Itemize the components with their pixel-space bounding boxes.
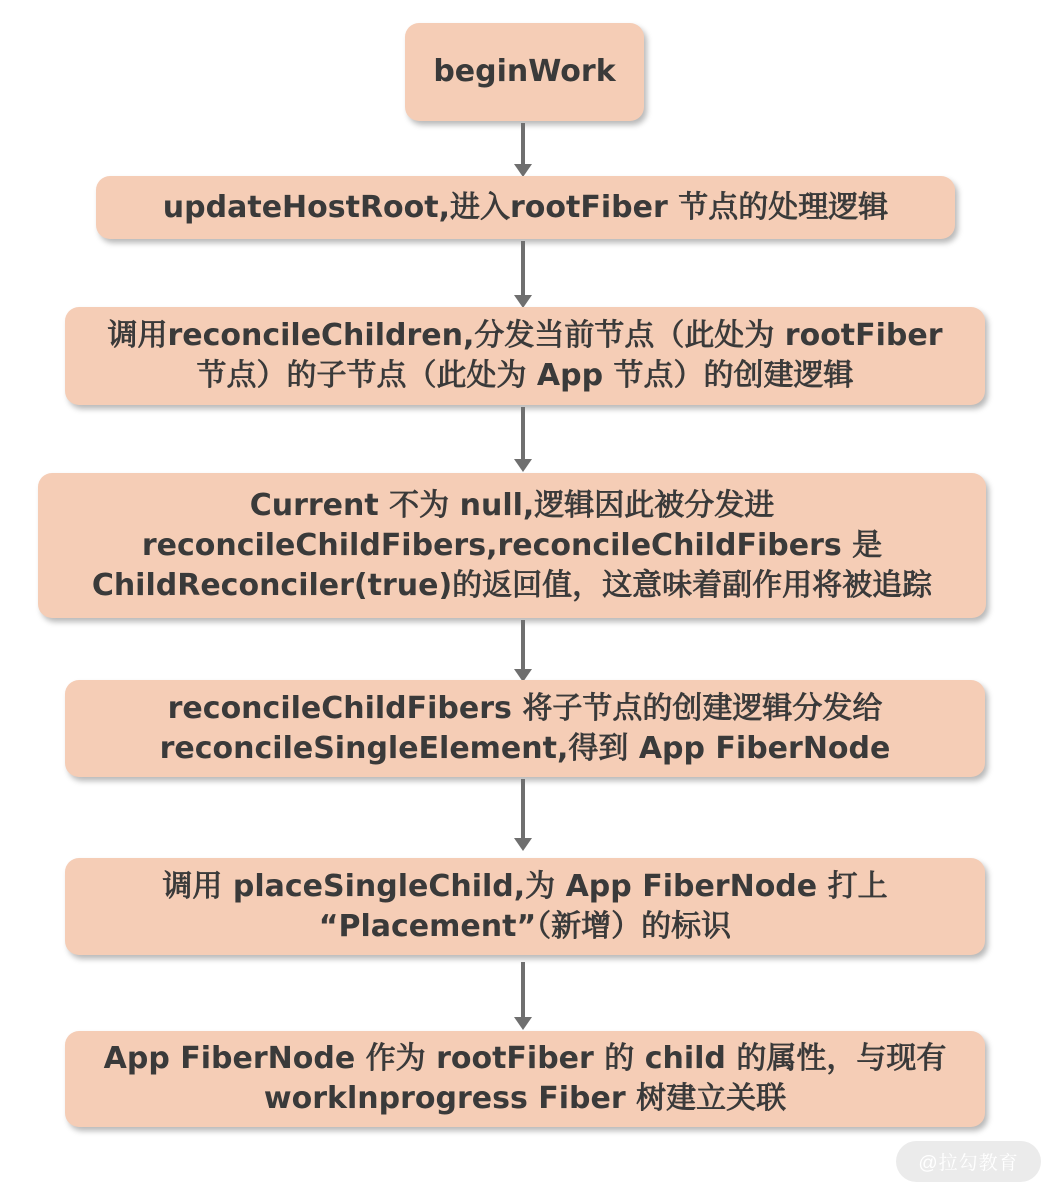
watermark	[896, 1141, 1041, 1182]
arrow-1	[521, 123, 525, 165]
arrow-2	[521, 241, 525, 296]
arrow-4	[521, 620, 525, 670]
node-text-line: 调用reconcileChildren,分发当前节点（此处为 rootFiber	[107, 318, 943, 353]
node-text-line: reconcileChildFibers 将子节点的创建逻辑分发给	[167, 690, 883, 726]
arrow-5	[521, 779, 525, 839]
node-text-line: reconcileSingleElement,得到 App FiberNode	[159, 730, 891, 766]
node-reconcile-children	[65, 307, 985, 405]
node-text-line: reconcileChildFibers,reconcileChildFibers 是	[141, 527, 883, 563]
node-text-line: App FiberNode 作为 rootFiber 的 child 的属性，与现有	[103, 1041, 947, 1076]
arrow-3	[521, 407, 525, 460]
node-reconcile-child-fibers	[65, 680, 985, 777]
node-text-line: 节点）的子节点（此处为 App 节点）的创建逻辑	[196, 358, 854, 393]
node-text-line: ChildReconciler(true)的返回值，这意味着副作用将被追踪	[91, 567, 933, 603]
node-text-line: Current 不为 null,逻辑因此被分发进	[249, 487, 775, 523]
node-app-fiber-node-child	[65, 1031, 985, 1127]
watermark-text: @拉勾教育	[918, 1153, 1019, 1174]
node-text-line: updateHostRoot,进入rootFiber 节点的处理逻辑	[162, 189, 889, 225]
node-update-host-root	[96, 176, 955, 239]
arrow-6	[521, 962, 525, 1018]
node-text-line: “Placement”（新增）的标识	[318, 908, 732, 944]
node-begin-work	[405, 23, 644, 121]
node-text-line: worklnprogress Fiber 树建立关联	[263, 1081, 787, 1116]
node-current-not-null	[38, 473, 986, 618]
node-place-single-child	[65, 858, 985, 955]
node-text-line: beginWork	[433, 54, 616, 89]
node-text-line: 调用 placeSingleChild,为 App FiberNode 打上	[162, 868, 888, 904]
